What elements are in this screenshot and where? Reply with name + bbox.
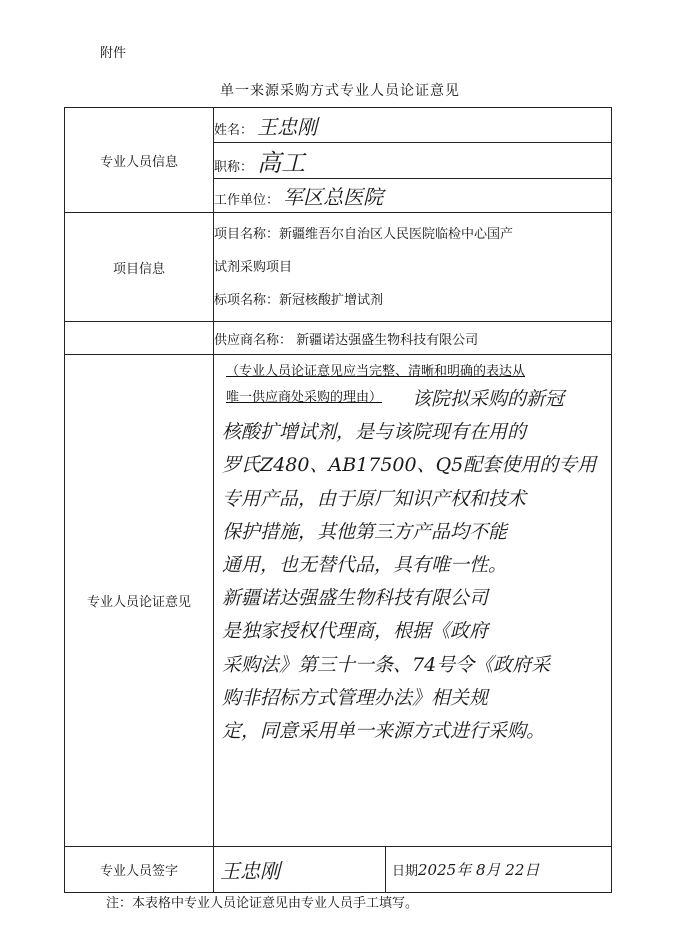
project-name-line1: 新疆维吾尔自治区人民医院临检中心国产: [279, 226, 514, 242]
expert-info-label: 专业人员信息: [65, 108, 214, 213]
project-row: [214, 213, 612, 322]
supplier-row: [214, 322, 612, 355]
opinion-label: 专业人员论证意见: [65, 355, 214, 847]
opinion-line: 专用产品，由于原厂知识产权和技术: [222, 487, 527, 510]
opinion-instruction-line2: 唯一供应商处采购的理由）: [226, 390, 383, 405]
title-row: [214, 143, 612, 179]
date-label: 日期: [392, 864, 419, 879]
attachment-label: 附件: [100, 46, 127, 61]
opinion-line: 购非招标方式管理办法》相关规: [222, 686, 489, 709]
form-title: 单一来源采购方式专业人员论证意见: [220, 83, 460, 99]
name-value: 王忠刚: [257, 114, 318, 139]
lot-name-value: 新冠核酸扩增试剂: [279, 292, 384, 308]
signature-label: 专业人员签字: [65, 847, 214, 893]
employer-label: 工作单位：: [214, 193, 280, 208]
opinion-handwritten: [214, 383, 611, 748]
opinion-instruction-line1: （专业人员论证意见应当完整、清晰和明确的表达从: [226, 364, 526, 379]
lot-name-label: 标项名称：: [214, 292, 280, 308]
employer-row: [214, 179, 612, 213]
employer-value: 军区总医院: [283, 185, 384, 209]
opinion-line: 通用，也无替代品，具有唯一性。: [222, 554, 508, 577]
signature-row: [214, 847, 612, 893]
opinion-cell: [214, 355, 612, 847]
opinion-line: 保护措施，其他第三方产品均不能: [222, 520, 508, 543]
project-name-label: 项目名称：: [214, 226, 280, 242]
footnote: 注：本表格中专业人员论证意见由专业人员手工填写。: [106, 896, 419, 911]
name-row: [214, 108, 612, 143]
name-label: 姓名：: [214, 122, 254, 138]
opinion-line: 采购法》第三十一条、74号令《政府采: [222, 653, 551, 676]
project-name-line2: 试剂采购项目: [214, 259, 293, 275]
opinion-line: 核酸扩增试剂，是与该院现有在用的: [222, 421, 527, 444]
argumentation-form: [64, 107, 612, 893]
date-box: [385, 847, 539, 892]
signature-value: 王忠刚: [220, 859, 280, 883]
supplier-label: 供应商名称：: [214, 332, 293, 348]
opinion-line: 该院拟采购的新冠: [412, 388, 565, 410]
date-value: 2025年 8月 22日: [418, 861, 540, 879]
project-info-label: 项目信息: [65, 213, 214, 322]
opinion-line: 定，同意采用单一来源方式进行采购。: [222, 720, 546, 743]
opinion-line: 是独家授权代理商，根据《政府: [222, 620, 489, 643]
title-label: 职称：: [214, 160, 254, 175]
opinion-line: 新疆诺达强盛生物科技有限公司: [222, 587, 489, 610]
title-value: 高工: [257, 149, 306, 177]
opinion-line: 罗氏Z480、AB17500、Q5配套使用的专用: [222, 454, 597, 477]
supplier-value: 新疆诺达强盛生物科技有限公司: [296, 332, 479, 348]
